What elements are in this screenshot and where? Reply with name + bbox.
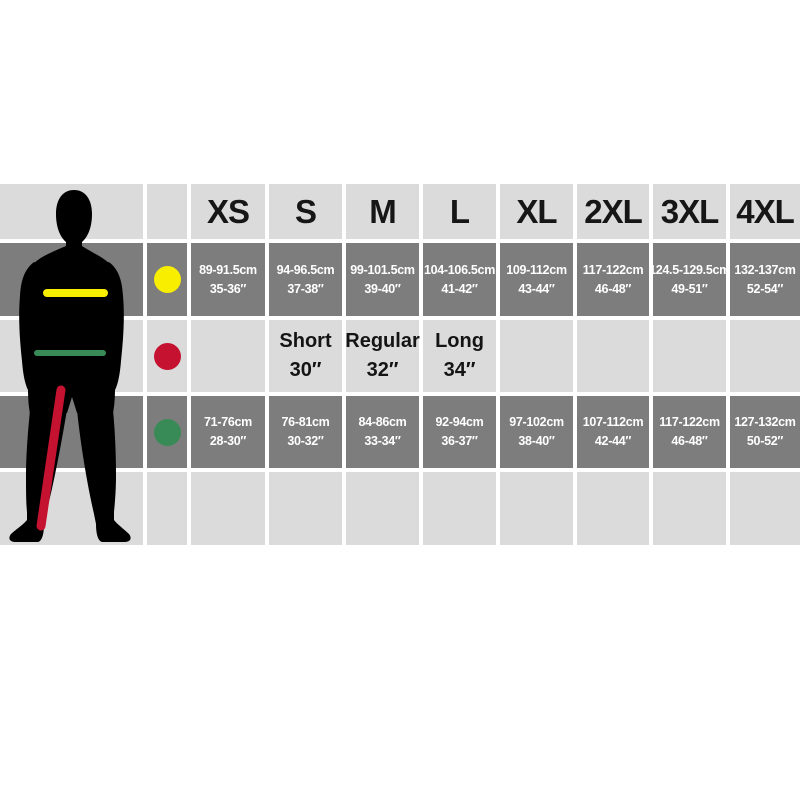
chest-value-4xl [730,243,800,316]
chest-value-xl [500,243,573,316]
waist-value-xs [191,396,265,468]
cell-line2: 46-48″ [671,434,708,448]
empty-cell [423,472,496,545]
empty-cell [346,472,419,545]
cell-line2: 38-40″ [518,434,555,448]
cell-line2: 33-34″ [364,434,401,448]
cell-line2: 32″ [366,359,399,381]
cell-line2: 28-30″ [209,434,247,448]
cell-line2: 30-32″ [287,434,324,448]
size-column-header-4xl: 4XL [730,184,800,239]
waist-value-s [269,396,342,468]
empty-cell [500,472,573,545]
waist-value-xl [500,396,573,468]
empty-cell [653,472,726,545]
chest-marker-cell [147,243,187,316]
cell-line1: 76-81cm [281,415,330,429]
empty-cell [577,472,649,545]
cell-line1: 94-96.5cm [276,262,335,277]
empty-cell [269,472,342,545]
chest-value-l [423,243,496,316]
cell-line2: 50-52″ [746,434,784,448]
size-column-header-xs: XS [191,184,265,239]
cell-line2: 52-54″ [746,281,784,296]
cell-line1: Regular [345,330,420,352]
leg-value-2xl [577,320,649,392]
cell-line2: 37-38″ [287,281,324,296]
size-column-header-xl: XL [500,184,573,239]
chest-value-s [269,243,342,316]
size-column-header-l: L [423,184,496,239]
cell-line2: 43-44″ [518,281,555,296]
cell-line1: 127-132cm [734,415,796,429]
cell-line2: 49-51″ [671,281,708,296]
cell-line2: 39-40″ [364,281,401,296]
leg-value-l [423,320,496,392]
waist-value-l [423,396,496,468]
cell-line1: 89-91.5cm [199,262,257,277]
size-column-header-3xl: 3XL [653,184,726,239]
chest-marker-icon [154,266,181,293]
cell-line1: 84-86cm [358,415,407,429]
cell-line2: 42-44″ [594,434,632,448]
waist-value-4xl [730,396,800,468]
cell-line1: 117-122cm [659,415,720,429]
cell-line1: 124.5-129.5cm [649,262,730,277]
waist-value-m [346,396,419,468]
waist-marker-cell [147,396,187,468]
cell-line1: Short [279,330,332,352]
cell-line1: 71-76cm [204,415,252,429]
size-column-header-m: M [346,184,419,239]
inside-leg-marker-icon [154,343,181,370]
leg-value-xs [191,320,265,392]
leg-value-xl [500,320,573,392]
waist-marker-icon [154,419,181,446]
waist-value-2xl [577,396,649,468]
cell-line1: 92-94cm [435,415,484,429]
leg-value-s [269,320,342,392]
empty-cell [147,472,187,545]
cell-line1: 117-122cm [582,262,644,277]
cell-line2: 46-48″ [594,281,632,296]
cell-line2: 36-37″ [441,434,478,448]
cell-line2: 34″ [443,359,476,381]
chest-value-2xl [577,243,649,316]
size-column-header-2xl: 2XL [577,184,649,239]
cell-line1: 99-101.5cm [350,262,415,277]
leg-value-3xl [653,320,726,392]
cell-line1: 97-102cm [509,415,564,429]
empty-cell [730,472,800,545]
empty-cell [191,472,265,545]
silhouette-right-leg [77,410,131,542]
silhouette-head [56,190,92,250]
cell-line1: 132-137cm [734,262,796,277]
chest-value-3xl [649,243,730,316]
size-column-header-s: S [269,184,342,239]
leg-value-4xl [730,320,800,392]
cell-line2: 35-36″ [209,281,247,296]
cell-line1: Long [435,330,484,352]
man-silhouette [0,184,143,545]
leg-value-m [346,320,419,392]
chest-value-m [346,243,419,316]
cell-line2: 30″ [289,359,322,381]
cell-line1: 107-112cm [582,415,644,429]
cell-line1: 104-106.5cm [423,262,496,277]
marker-header-cell [147,184,187,239]
cell-line1: 109-112cm [506,262,567,277]
leg-marker-cell [147,320,187,392]
cell-line2: 41-42″ [441,281,478,296]
waist-value-3xl [653,396,726,468]
chest-value-xs [191,243,265,316]
